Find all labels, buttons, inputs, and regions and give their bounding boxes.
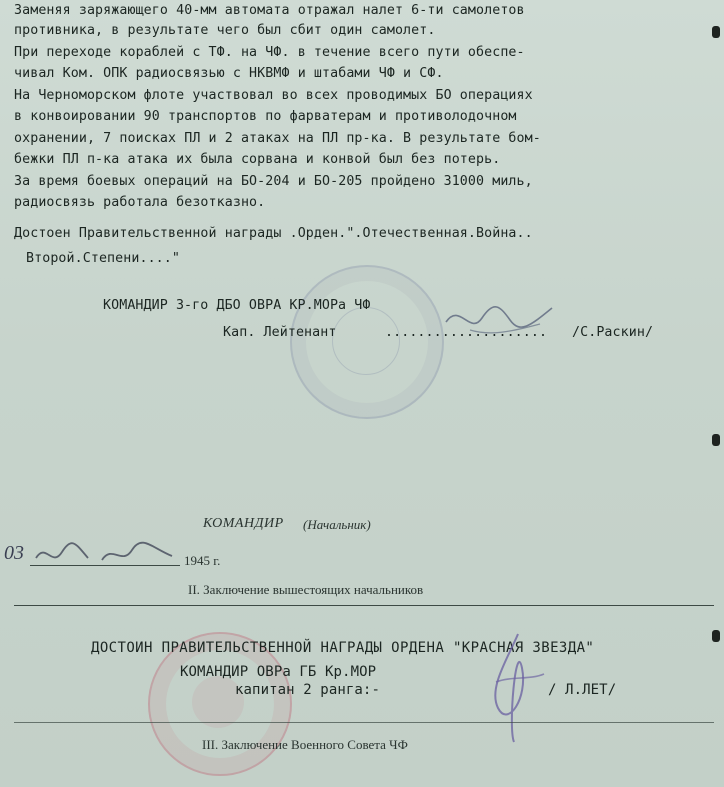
text-line-5: На Черноморском флоте участвовал во всех проводимых БО операциях bbox=[14, 88, 533, 103]
text-line-7: охранении, 7 поисках ПЛ и 2 атаках на ПЛ пр-ка. В результате бом- bbox=[14, 131, 541, 146]
text-line-10: радиосвязь работала безотказно. bbox=[14, 195, 266, 210]
text-line-6: в конвоировании 90 транспортов по фарватерам и противолодочном bbox=[14, 109, 517, 124]
commander-rank: Кап. Лейтенант bbox=[223, 325, 337, 340]
date-underline bbox=[30, 565, 180, 566]
section-3-rule bbox=[14, 722, 714, 723]
text-line-8: бежки ПЛ п-ка атака их была сорвана и конвой был без потерь. bbox=[14, 152, 501, 167]
binding-mark-top bbox=[712, 26, 720, 38]
text-line-2: противника, в результате чего был сбит один самолет. bbox=[14, 23, 436, 38]
signature-dots: .................... bbox=[385, 325, 548, 340]
conclusion-line-1: ДОСТОИН ПРАВИТЕЛЬСТВЕННОЙ НАГРАДЫ ОРДЕНА "КРАСНАЯ ЗВЕЗДА" bbox=[91, 640, 595, 656]
conclusion-line-3: капитан 2 ранга:- bbox=[235, 682, 380, 698]
section-3-heading: III. Заключение Военного Совета ЧФ bbox=[202, 737, 408, 752]
award-line-2: Второй.Степени...." bbox=[26, 251, 181, 266]
text-line-3: При переходе кораблей с ТФ. на ЧФ. в течение всего пути обеспе- bbox=[14, 45, 525, 60]
violet-signature bbox=[478, 628, 558, 748]
binding-mark-bottom bbox=[712, 630, 720, 642]
form-commander-paren: (Начальник) bbox=[303, 517, 371, 532]
section-2-rule bbox=[14, 605, 714, 606]
commander-name: /С.Раскин/ bbox=[572, 325, 654, 340]
form-commander-label: КОМАНДИР bbox=[203, 516, 284, 531]
conclusion-name: / Л.ЛЕТ/ bbox=[548, 682, 617, 698]
commander-signature bbox=[440, 296, 560, 356]
handwritten-month-scrawl bbox=[32, 538, 182, 578]
form-year: 1945 г. bbox=[184, 553, 221, 568]
binding-mark-middle bbox=[712, 434, 720, 446]
award-line-1: Достоен Правительственной награды .Орден.".Отечественная.Война.. bbox=[14, 226, 533, 241]
handwritten-date: 03 bbox=[4, 542, 24, 564]
conclusion-line-2: КОМАНДИР ОВРа ГБ Кр.МОР bbox=[180, 664, 377, 680]
faint-seal-stamp bbox=[290, 265, 444, 419]
text-line-1: Заменяя заряжающего 40-мм автомата отражал налет 6-ти самолетов bbox=[14, 3, 525, 18]
section-2-heading: II. Заключение вышестоящих начальников bbox=[188, 582, 424, 597]
text-line-4: чивал Ком. ОПК радиосвязью с НКВМФ и штабами ЧФ и СФ. bbox=[14, 66, 444, 81]
commander-title: КОМАНДИР 3-го ДБО ОВРА КР.МОРа ЧФ bbox=[103, 298, 371, 313]
text-line-9: За время боевых операций на БО-204 и БО-205 пройдено 31000 миль, bbox=[14, 174, 533, 189]
